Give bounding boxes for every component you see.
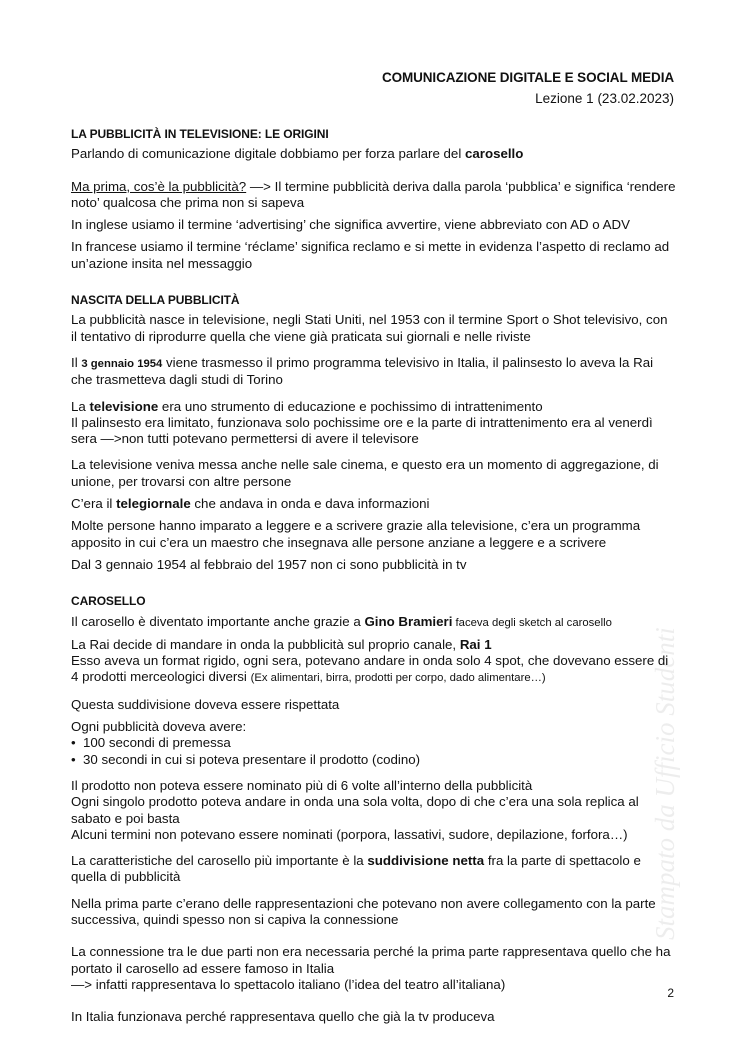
text: Il carosello è diventato importante anche grazie a <box>71 613 365 629</box>
document-body <box>71 126 677 1025</box>
paragraph: —> infatti rappresentava lo spettacolo italiano (l’idea del teatro all’italiana) <box>71 976 506 992</box>
text: fra la parte di spettacolo e quella di pubblicità <box>71 853 641 885</box>
paragraph <box>71 637 677 653</box>
text: viene trasmesso il primo programma televisivo in Italia, il palinsesto lo aveva la Rai che trasmetteva dagli studi di Torino <box>71 354 654 388</box>
paragraph: La televisione veniva messa anche nelle sale cinema, e questo era un momento di aggregazione, di unione, per trovarsi con altre persone <box>71 457 659 489</box>
paragraph: In Italia funzionava perché rappresentava quello che già la tv produceva <box>71 1009 495 1025</box>
bold-text: Gino Bramieri <box>364 613 453 629</box>
text: C’era il <box>71 496 117 512</box>
paragraph: La connessione tra le due parti non era necessaria perché la prima parte rappresentava quello che ha portato il carosello ad essere famoso in Italia <box>71 944 671 976</box>
bold-date: 3 gennaio 1954 <box>81 357 163 370</box>
section-heading-origins: LA PUBBLICITÀ IN TELEVISIONE: LE ORIGINI <box>71 127 329 141</box>
text: La <box>71 398 90 414</box>
text: La Rai decide di mandare in onda la pubblicità sul proprio canale, <box>71 636 460 652</box>
paragraph <box>71 146 677 162</box>
paragraph <box>71 614 677 631</box>
bold-text: Rai 1 <box>459 636 492 652</box>
paragraph <box>71 853 677 886</box>
paragraph: In inglese usiamo il termine ‘advertising’ che significa avvertire, viene abbreviato con AD o ADV <box>71 217 630 233</box>
text: Parlando di comunicazione digitale dobbiamo per forza parlare del <box>71 146 465 162</box>
paragraph: Questa suddivisione doveva essere rispettata <box>71 696 340 712</box>
bold-text: carosello <box>464 146 524 162</box>
text: che andava in onda e dava informazioni <box>190 496 430 512</box>
paragraph <box>71 179 677 212</box>
text: Il <box>71 354 82 370</box>
paragraph: Ogni pubblicità doveva avere: <box>71 719 247 735</box>
text: Esso aveva un format rigido, ogni sera, potevano andare in onda solo 4 spot, che dovevano essere di 4 prodotti merceologici diversi <box>71 653 669 685</box>
text: faceva degli sketch al carosello <box>452 616 612 629</box>
paragraph: Alcuni termini non potevano essere nominati (porpora, lassativi, sudore, depilazione, forfora…) <box>71 826 628 842</box>
bold-text: suddivisione netta <box>367 853 485 869</box>
paragraph: Il palinsesto era limitato, funzionava solo pochissime ore e la parte di intrattenimento era al venerdì sera —>non tutti potevano permettersi di avere il televisore <box>71 414 653 447</box>
small-note: (Ex alimentari, birra, prodotti per corpo, dado alimentare…) <box>250 672 546 685</box>
bullet-list <box>71 735 677 768</box>
paragraph: Nella prima parte c’erano delle rappresentazioni che potevano non avere collegamento con la parte successiva, quindi spesso non si capiva la connessione <box>71 895 656 927</box>
text: —> Il termine pubblicità deriva dalla parola ‘pubblica’ e significa ‘rendere noto’ qualcosa che prima non si sapeva <box>71 178 676 210</box>
section-heading-birth: NASCITA DELLA PUBBLICITÀ <box>71 293 240 308</box>
lesson-date: Lezione 1 (23.02.2023) <box>535 91 674 106</box>
list-item: • 30 secondi in cui si poteva presentare il prodotto (codino) <box>71 752 677 768</box>
paragraph: Molte persone hanno imparato a leggere e a scrivere grazie alla televisione, c’era un programma apposito in cui c’era un maestro che insegnava alle persone anziane a leggere e a scrivere <box>71 518 641 550</box>
paragraph <box>71 653 677 687</box>
paragraph: Ogni singolo prodotto poteva andare in onda una sola volta, dopo di che c’era una sola replica al sabato e poi basta <box>71 794 639 826</box>
bold-text: televisione <box>89 398 159 414</box>
bold-text: telegiornale <box>116 496 191 512</box>
page-number: 2 <box>667 986 674 1000</box>
list-item: • 100 secondi di premessa <box>71 735 677 751</box>
text: La caratteristiche del carosello più importante è la <box>71 853 368 869</box>
paragraph: Dal 3 gennaio 1954 al febbraio del 1957 non ci sono pubblicità in tv <box>71 556 467 572</box>
paragraph: Il prodotto non poteva essere nominato più di 6 volte all’interno della pubblicità <box>71 777 533 793</box>
paragraph <box>71 399 677 415</box>
text: era uno strumento di educazione e pochissimo di intrattenimento <box>158 398 543 414</box>
section-heading-carosello: CAROSELLO <box>71 594 146 609</box>
underlined-question: Ma prima, cos’è la pubblicità? <box>71 178 247 194</box>
course-title: COMUNICAZIONE DIGITALE E SOCIAL MEDIA <box>381 70 674 85</box>
watermark-text: Stampato da Ufficio Studenti <box>650 627 680 940</box>
paragraph <box>71 496 677 512</box>
paragraph: In francese usiamo il termine ‘réclame’ significa reclamo e si mette in evidenza l’aspetto di reclamo ad un’azione insita nel messaggio <box>71 239 670 271</box>
paragraph: La pubblicità nasce in televisione, negli Stati Uniti, nel 1953 con il termine Sport o Shot televisivo, con il tentativo di riprodurre quella che viene già praticata sui giornali e nelle riviste <box>71 312 668 344</box>
paragraph <box>71 355 677 389</box>
